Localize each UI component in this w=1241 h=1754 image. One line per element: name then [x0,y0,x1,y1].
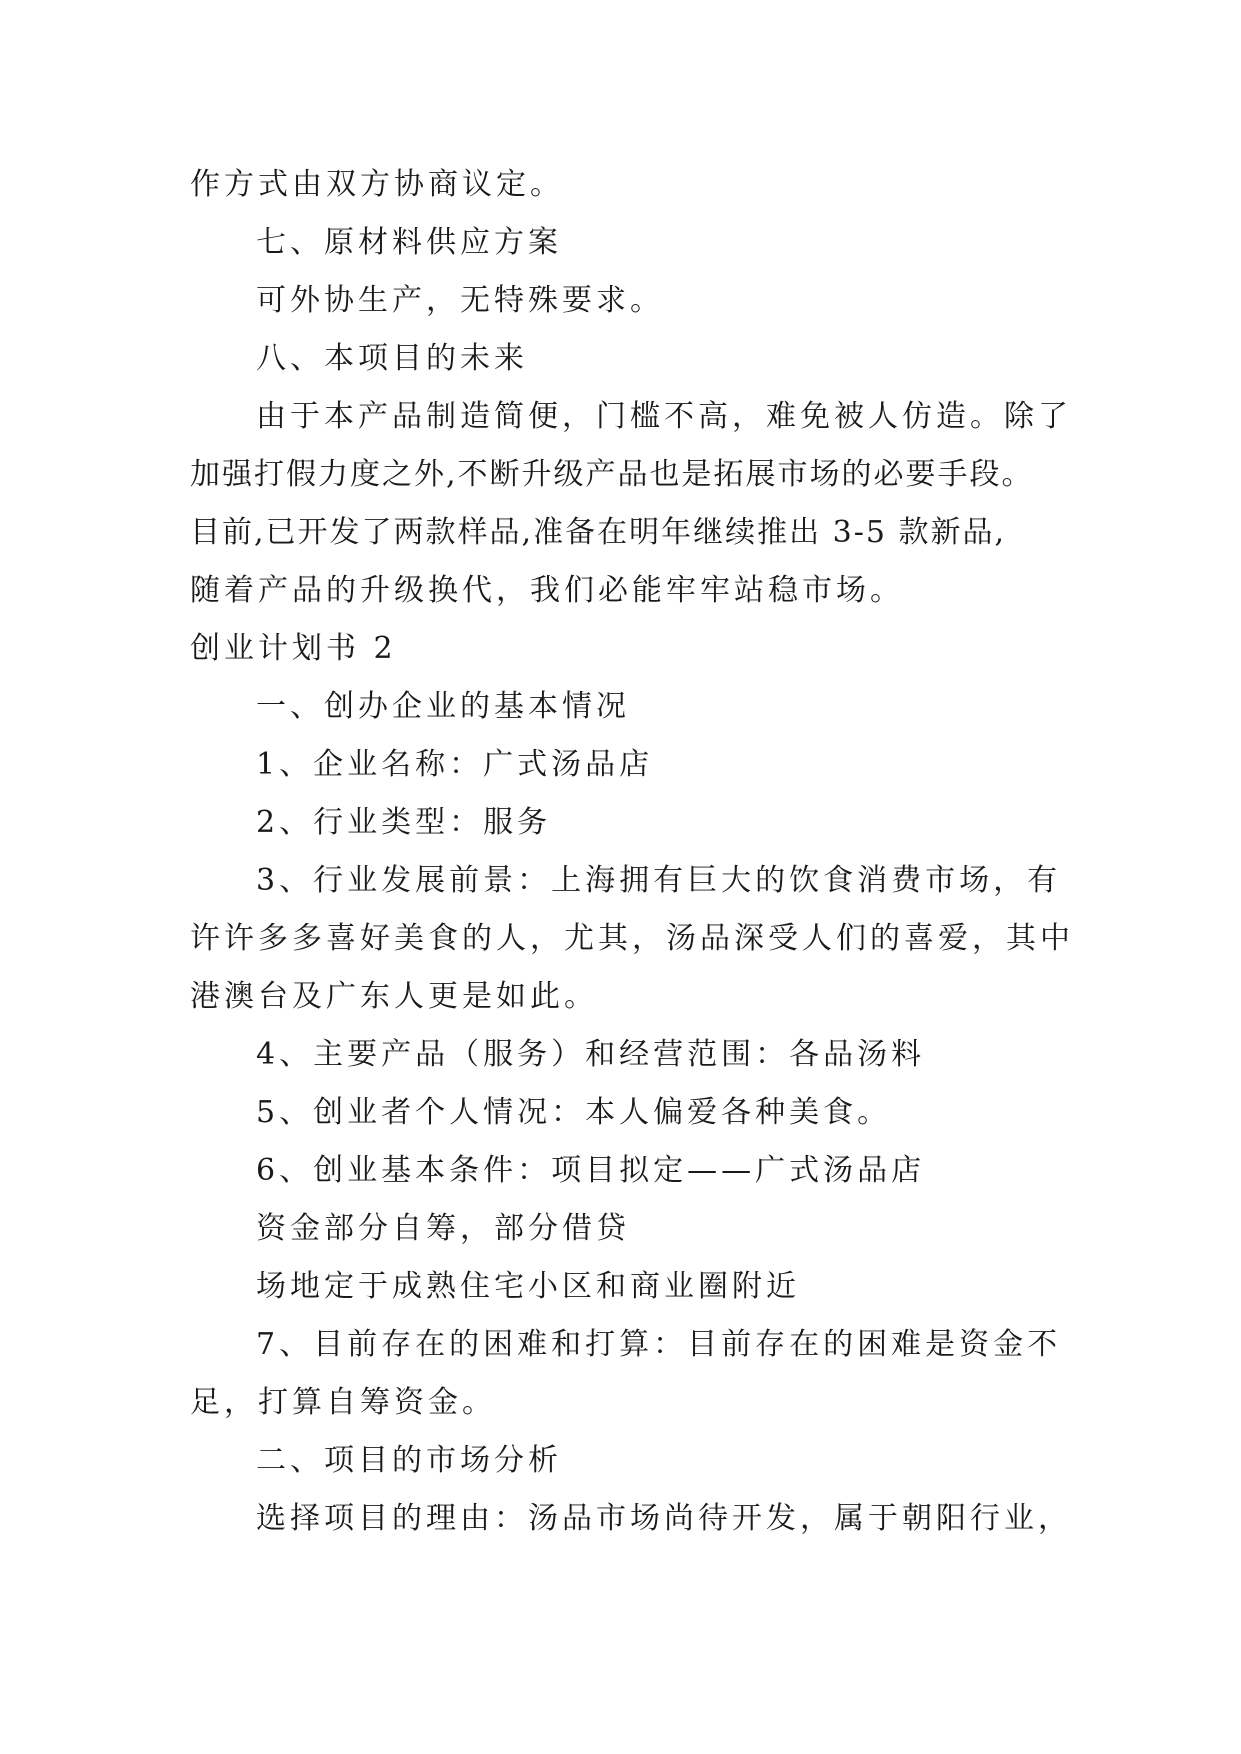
text-line: 3、行业发展前景：上海拥有巨大的饮食消费市场，有 [256,863,1062,898]
text-line: 许许多多喜好美食的人，尤其，汤品深受人们的喜爱，其中 [190,921,1074,956]
section-heading: 八、本项目的未来 [256,341,528,376]
text-line: 可外协生产，无特殊要求。 [256,283,664,318]
text-line: 作方式由双方协商议定。 [190,167,564,202]
text-line: 由于本产品制造简便，门槛不高，难免被人仿造。除了 [256,399,1072,434]
text-line: 4、主要产品（服务）和经营范围：各品汤料 [256,1037,926,1072]
text-line: 随着产品的升级换代，我们必能牢牢站稳市场。 [190,573,904,608]
text-line: 足，打算自筹资金。 [190,1385,496,1420]
text-line: 6、创业基本条件：项目拟定——广式汤品店 [256,1153,926,1188]
text-line: 场地定于成熟住宅小区和商业圈附近 [256,1269,800,1304]
text-line: 5、创业者个人情况：本人偏爱各种美食。 [256,1095,892,1130]
section-heading: 一、创办企业的基本情况 [256,689,630,724]
document-title: 创业计划书 2 [190,631,397,666]
text-line: 2、行业类型：服务 [256,805,552,840]
text-line: 港澳台及广东人更是如此。 [190,979,598,1014]
section-heading: 七、原材料供应方案 [256,225,562,260]
text-line: 加强打假力度之外,不断升级产品也是拓展市场的必要手段。 [190,457,1034,492]
text-line: 7、目前存在的困难和打算：目前存在的困难是资金不 [256,1327,1062,1362]
text-line: 资金部分自筹，部分借贷 [256,1211,630,1246]
text-line: 目前,已开发了两款样品,准备在明年继续推出 3-5 款新品, [190,515,1006,550]
text-line: 选择项目的理由：汤品市场尚待开发，属于朝阳行业， [256,1501,1072,1536]
text-line: 1、企业名称：广式汤品店 [256,747,654,782]
section-heading: 二、项目的市场分析 [256,1443,562,1478]
